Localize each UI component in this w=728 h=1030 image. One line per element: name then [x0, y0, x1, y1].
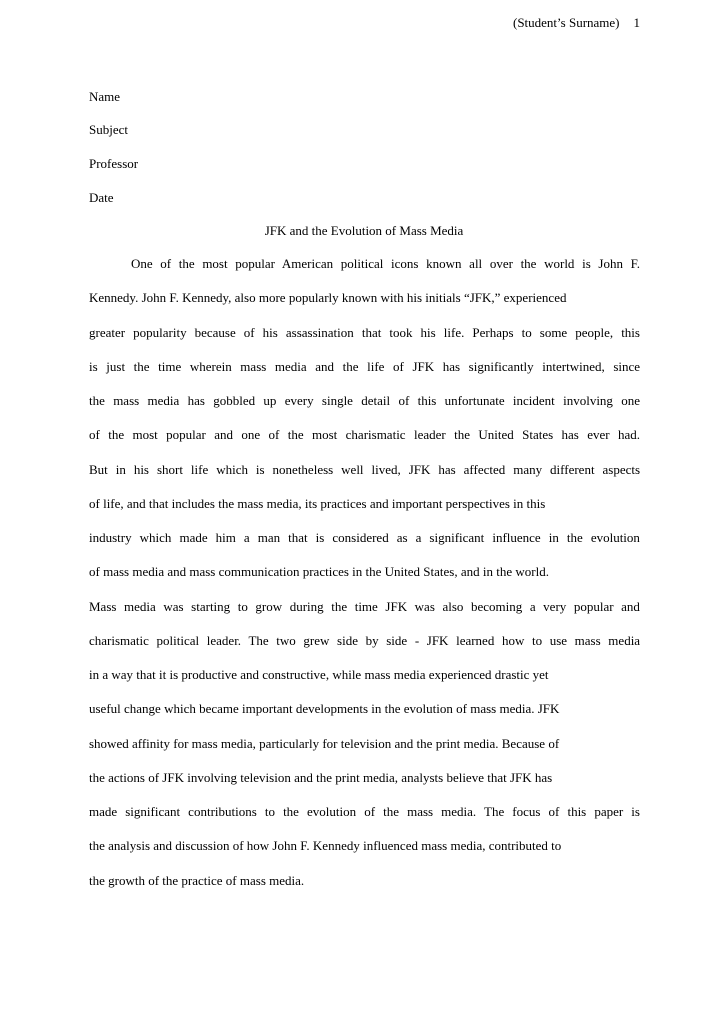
body-line: made significant contributions to the evolution of the mass media. The focus of this paper is — [89, 804, 640, 819]
page-title: JFK and the Evolution of Mass Media — [264, 223, 464, 238]
running-header — [513, 15, 640, 31]
running-head-text: (Student’s Surname) — [512, 15, 620, 30]
body-line: the growth of the practice of mass media. — [89, 873, 305, 888]
page-number: 1 — [633, 15, 640, 30]
body-line: greater popularity because of his assassination that took his life. Perhaps to some people, this — [89, 325, 640, 340]
meta-subject: Subject — [89, 122, 128, 137]
body-line: Mass media was starting to grow during the time JFK was also becoming a very popular and — [89, 599, 640, 614]
body-line: industry which made him a man that is considered as a significant influence in the evolution — [89, 530, 640, 545]
body-line: the mass media has gobbled up every single detail of this unfortunate incident involving one — [89, 393, 641, 408]
body-line: is just the time wherein mass media and the life of JFK has significantly intertwined, since — [89, 359, 641, 374]
meta-professor: Professor — [89, 156, 139, 171]
body-line: of life, and that includes the mass media, its practices and important perspectives in this — [89, 496, 546, 511]
body-line: showed affinity for mass media, particularly for television and the print media. Because of — [89, 736, 560, 751]
body-line: charismatic political leader. The two grew side by side - JFK learned how to use mass media — [89, 633, 641, 648]
body-line: useful change which became important developments in the evolution of mass media. JFK — [89, 701, 560, 716]
body-line: of mass media and mass communication practices in the United States, and in the world. — [89, 564, 549, 579]
body-line: One of the most popular American political icons known all over the world is John F. — [131, 256, 641, 271]
body-line: Kennedy. John F. Kennedy, also more popularly known with his initials “JFK,” experienced — [89, 290, 567, 305]
body-line: in a way that it is productive and constructive, while mass media experienced drastic yet — [89, 667, 549, 682]
body-line: the analysis and discussion of how John F. Kennedy influenced mass media, contributed to — [89, 838, 562, 853]
body-line: the actions of JFK involving television and the print media, analysts believe that JFK has — [89, 770, 553, 785]
meta-name: Name — [89, 89, 121, 104]
body-line: of the most popular and one of the most charismatic leader the United States has ever had. — [89, 427, 641, 442]
meta-date: Date — [89, 190, 114, 205]
body-line: But in his short life which is nonetheless well lived, JFK has affected many different aspects — [89, 462, 641, 477]
